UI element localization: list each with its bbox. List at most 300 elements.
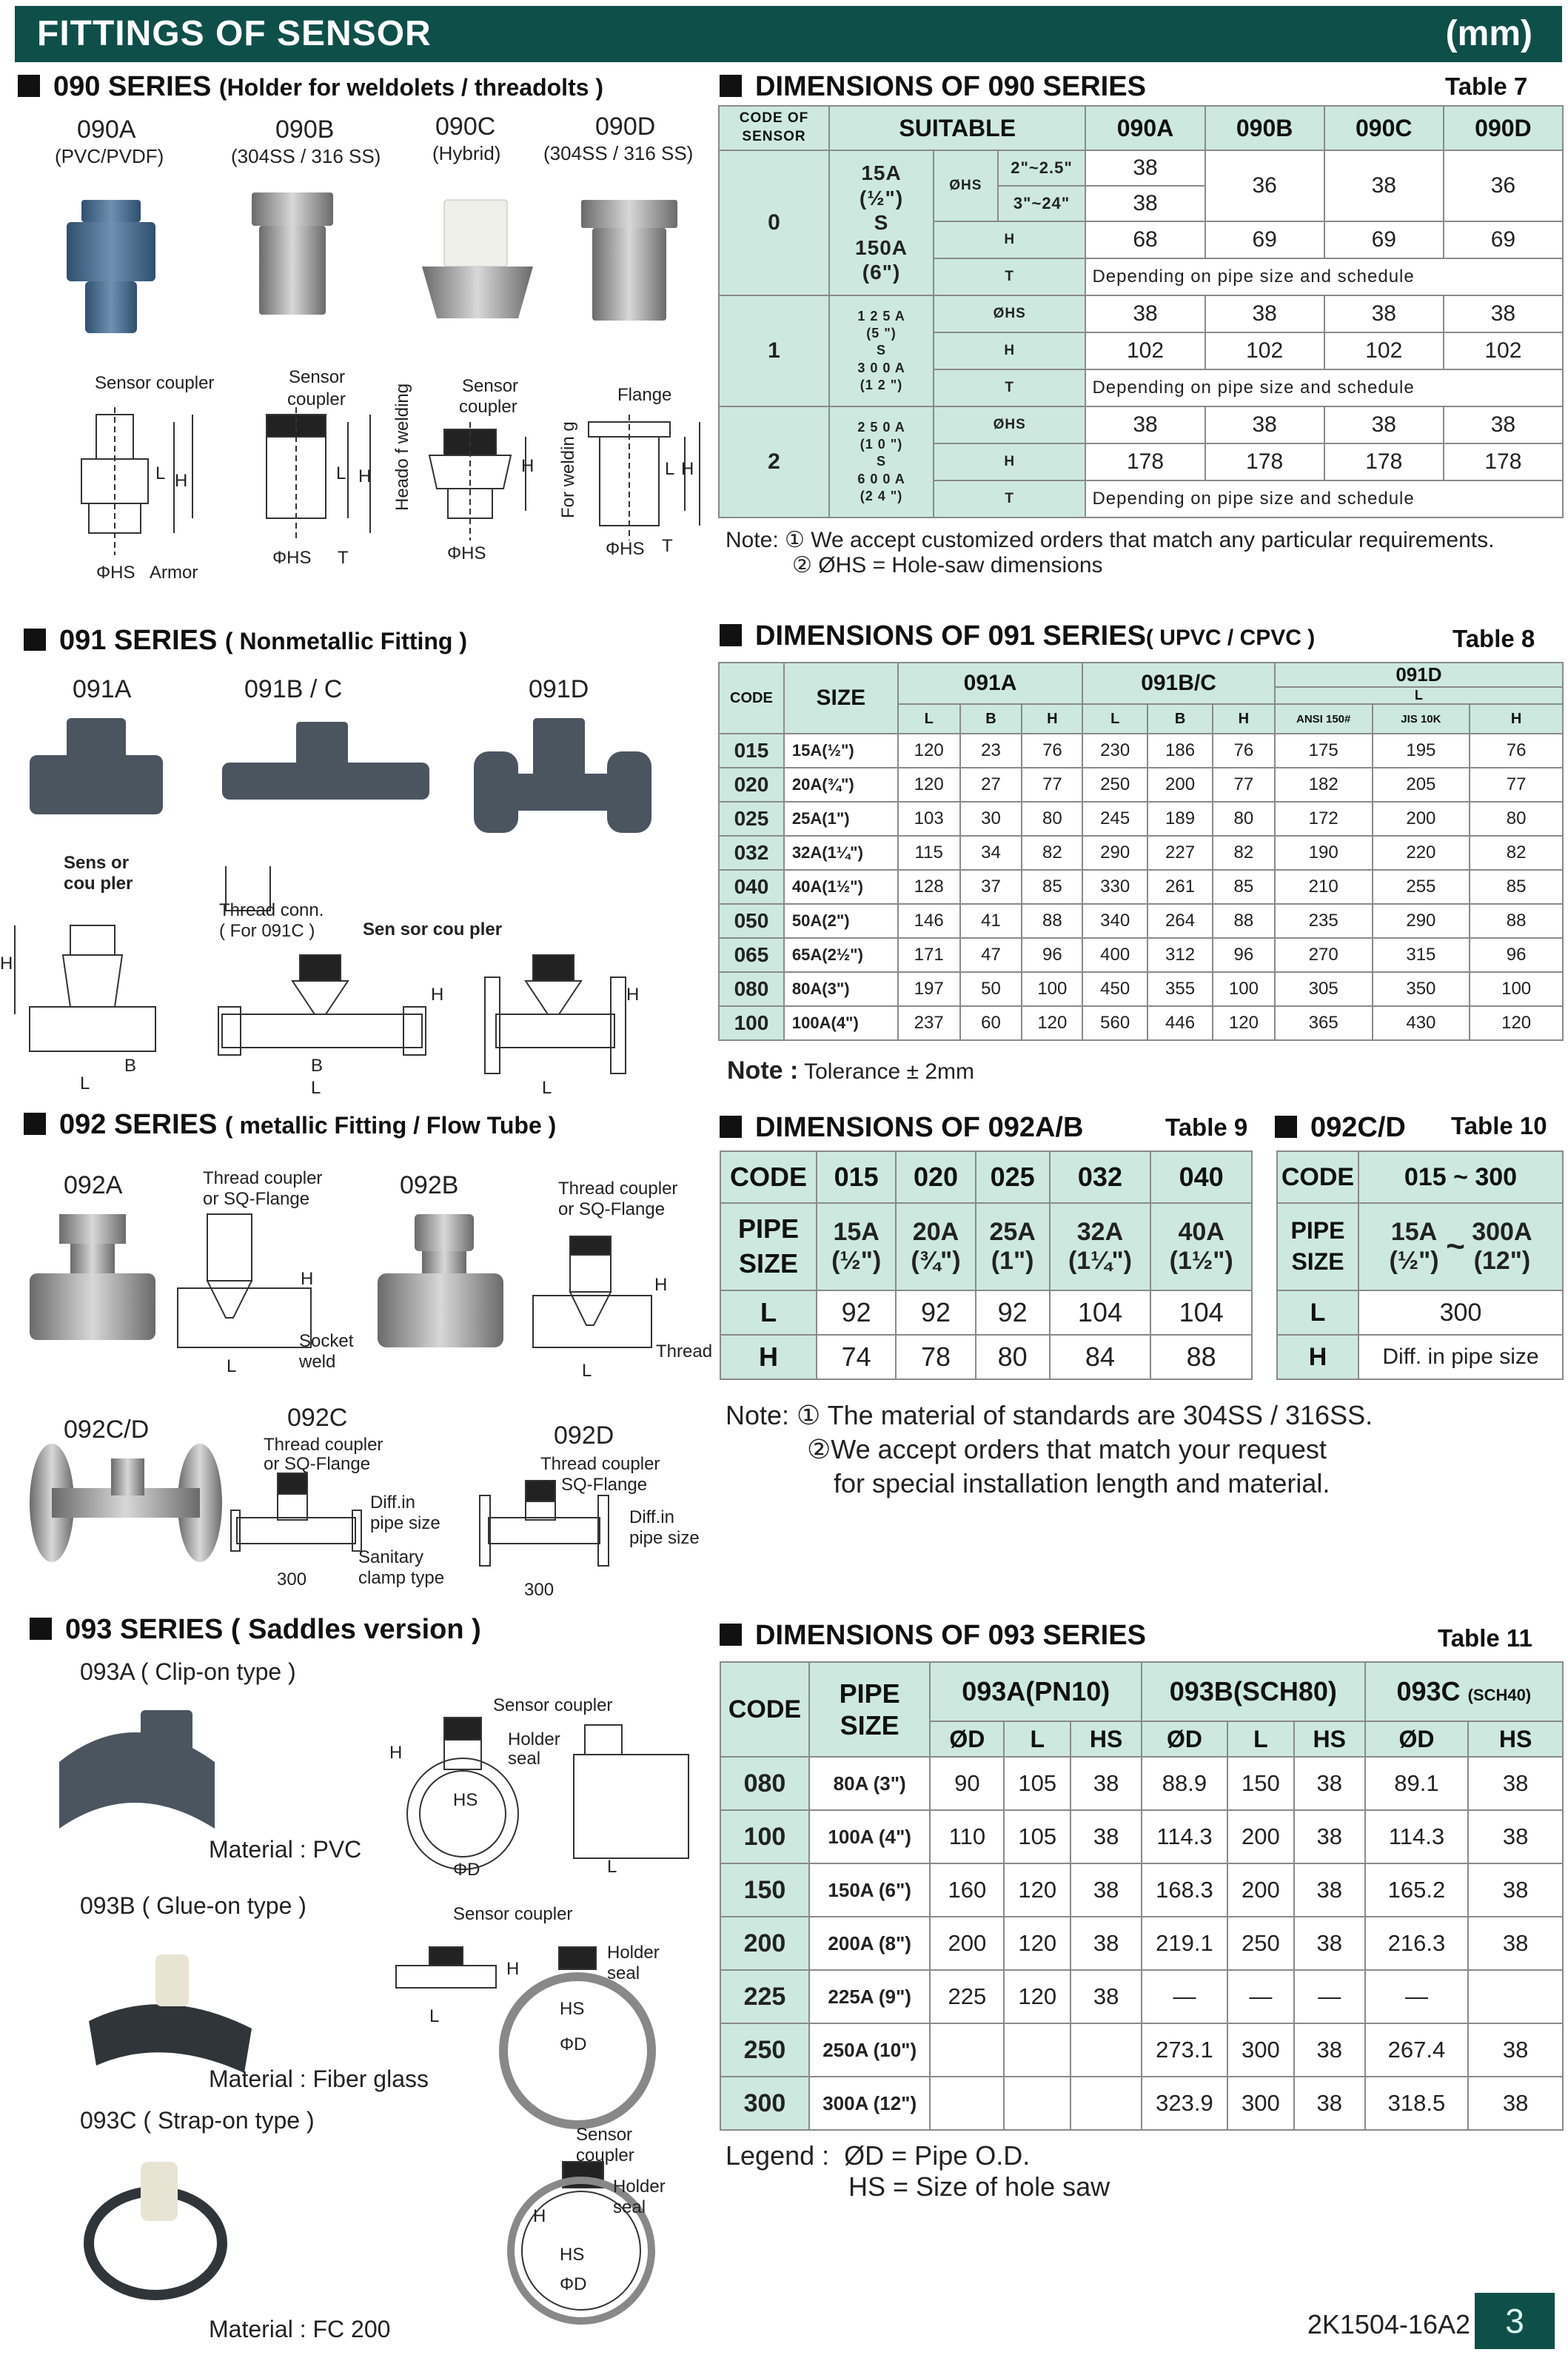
product-091d-code: 091D [529,675,589,703]
photo-092b [378,1214,503,1347]
t7-cell: 178 [1205,443,1324,480]
t8-value-cell: 80 [1213,802,1275,836]
t8-value-cell: 340 [1082,904,1147,938]
table9-number: Table 9 [1165,1113,1248,1141]
t8-value-cell: 100 [1213,972,1275,1006]
t8-value-cell: 205 [1373,768,1470,802]
t11-value-cell: 38 [1468,2077,1563,2130]
t11-value-cell: — [1294,1970,1365,2023]
t11-code-cell: 200 [720,1917,809,1970]
product-090d-code: 090D [595,113,656,141]
t11-value-cell: 38 [1468,2023,1563,2077]
t8-value-cell: 23 [960,734,1022,768]
label-coupler-090c: coupler [459,397,517,417]
t8-h-091bc: 091B/C [1082,663,1275,704]
table-093-dimensions [720,1661,1564,2131]
t8-value-cell: 264 [1147,904,1213,938]
table11-number: Table 11 [1438,1624,1532,1652]
t8-value-cell: 96 [1470,938,1563,972]
t8-value-cell: 37 [960,870,1022,904]
t7-suitable-2: 2 5 0 A (1 0 ") S 6 0 0 A (2 4 ") [829,406,934,517]
t7-suitable-1: 1 2 5 A (5 ") S 3 0 0 A (1 2 ") [829,295,934,406]
t7-suitable-0: 15A (½") S 150A (6") [829,150,934,295]
drawings-092 [22,1207,688,1607]
table7-note-2: ② ØHS = Hole-saw dimensions [792,553,1103,577]
t7-code-0: 0 [719,150,829,295]
t8-size-cell: 40A(1½") [784,870,898,904]
t11-h-hs: HS [1071,1721,1142,1757]
t11-value-cell [930,2023,1004,2077]
product-090a-material: (PVC/PVDF) [55,145,164,167]
t11-value-cell [1071,2077,1142,2130]
t7-h-090d: 090D [1444,106,1563,150]
t8-value-cell: 120 [898,768,960,802]
t8-value-cell: 200 [1373,802,1470,836]
bullet-square-icon [18,75,40,97]
t8-value-cell: 305 [1275,972,1373,1006]
t11-value-cell: 216.3 [1365,1917,1469,1970]
t7-cell: 68 [1085,221,1205,258]
table10-title: 092C/D [1275,1112,1406,1144]
label-for-091c: ( For 091C ) [219,921,315,941]
t8-value-cell: 255 [1373,870,1470,904]
t8-value-cell: 189 [1147,802,1213,836]
bullet-square-icon [720,1624,742,1646]
dim-l-092b: L [582,1361,592,1381]
t8-h-col: L [1082,704,1147,734]
t8-value-cell: 186 [1147,734,1213,768]
t8-value-cell: 350 [1373,972,1470,1006]
dim-phs-090c: ΦHS [447,543,486,563]
t7-cell: 38 [1205,295,1324,332]
t7-cell: 38 [1324,150,1444,221]
dim-phid-093c: ΦD [560,2274,587,2294]
label-pipe-size-092c: pipe size [370,1513,440,1533]
t11-value-cell: 38 [1071,1810,1142,1863]
table-row [719,938,1563,972]
label-sensor-coupler-091a-2: cou pler [64,874,133,894]
t10-h-l: L [1277,1290,1358,1335]
table-092cd-dimensions [1276,1150,1564,1380]
drawings-093 [44,1688,711,2339]
t8-value-cell: 115 [898,836,960,870]
t7-phs-1: ØHS [934,295,1085,332]
label-thread-conn: Thread conn. [219,900,324,920]
t7-cell: 38 [1085,406,1205,443]
t7-cell: 102 [1324,332,1444,369]
t11-size-cell: 150A (6") [809,1863,931,1917]
dim-h-093a: H [389,1743,403,1763]
note-092-1: Note: ① The material of standards are 304SS / 316SS. [726,1400,1373,1430]
note-092-3: for special installation length and material. [834,1468,1330,1498]
dim-l-091d: L [542,1078,552,1098]
t11-h-pipe-size: PIPE SIZE [809,1662,931,1757]
label-holder-093a: Holder [508,1729,560,1749]
table-row [720,1863,1563,1917]
label-sensor-093c: Sensor [576,2125,633,2145]
photo-093a [59,1710,215,1829]
t7-cell: 38 [1085,150,1205,186]
dim-phs-090a: ΦHS [96,563,135,583]
t7-t-label-1: T [934,369,1085,406]
t11-value-cell: 225 [930,1970,1004,2023]
label-diff-in-092c: Diff.in [370,1493,415,1513]
t7-cell: 69 [1324,221,1444,258]
product-092a-code: 092A [64,1171,123,1199]
dim-l-090a: L [155,463,166,483]
t11-h-093b: 093B(SCH80) [1142,1662,1365,1721]
t11-size-cell: 100A (4") [809,1810,931,1863]
t8-h-col: L [898,704,960,734]
t9-cell: 80 [976,1335,1050,1379]
t11-value-cell: 38 [1468,1917,1563,1970]
t8-value-cell: 330 [1082,870,1147,904]
t8-size-cell: 50A(2") [784,904,898,938]
bullet-square-icon [720,75,742,97]
t11-value-cell: 38 [1294,1757,1365,1810]
dim-h-091d: H [626,985,640,1005]
dim-phid-093a: ΦD [453,1860,480,1880]
dim-l-091a: L [80,1073,90,1093]
dim-h-093c: H [533,2206,546,2226]
table-row [720,2077,1563,2130]
dim-phid-093b: ΦD [560,2034,587,2054]
t7-cell: 36 [1444,150,1563,221]
table-091-dimensions [718,662,1564,1041]
t9-size: 25A (1") [976,1203,1050,1290]
t11-h-od: ØD [930,1721,1004,1757]
material-093c: Material : FC 200 [209,2316,391,2342]
drawing-092a [178,1214,314,1347]
t8-value-cell: 128 [898,870,960,904]
t8-value-cell: 100 [1022,972,1082,1006]
t8-value-cell: 245 [1082,802,1147,836]
t8-value-cell: 190 [1275,836,1373,870]
t8-code-cell: 080 [719,972,784,1006]
table11-title: DIMENSIONS OF 093 SERIES [720,1620,1146,1652]
product-093b-label: 093B ( Glue-on type ) [80,1892,306,1919]
label-sensor-coupler-091a-1: Sens or [64,853,130,873]
t7-t-label-2: T [934,480,1085,517]
label-socket: Socket [299,1331,354,1351]
product-090d-material: (304SS / 316 SS) [543,142,694,164]
material-093a: Material : PVC [209,1836,362,1863]
dim-h-090d: H [681,459,694,479]
t9-cell: 104 [1050,1290,1151,1335]
t11-value-cell: 38 [1468,1810,1563,1863]
label-sanitary: Sanitary [358,1547,424,1567]
dim-l-090b: L [336,463,346,483]
t8-value-cell: 235 [1275,904,1373,938]
dim-l-092a: L [227,1356,237,1376]
t11-value-cell: — [1142,1970,1227,2023]
t7-h-090a: 090A [1085,106,1205,150]
dim-l-091bc: L [311,1078,321,1098]
table7-number: Table 7 [1445,73,1528,100]
label-thread-coupler-092b: Thread coupler [558,1179,678,1199]
drawing-090b [267,407,370,540]
t11-value-cell: 267.4 [1365,2023,1469,2077]
t11-value-cell: 200 [1227,1863,1294,1917]
t11-size-cell: 80A (3") [809,1757,931,1810]
t7-h-090b: 090B [1205,106,1324,150]
table8-note: Note : Tolerance ± 2mm [727,1056,975,1085]
t11-value-cell: 114.3 [1365,1810,1469,1863]
t8-value-cell: 315 [1373,938,1470,972]
t8-size-cell: 25A(1") [784,802,898,836]
t8-value-cell: 80 [1022,802,1082,836]
drawings-091 [7,866,629,1088]
t9-code: 040 [1150,1151,1252,1203]
t11-value-cell: 200 [1227,1810,1294,1863]
t11-value-cell [930,2077,1004,2130]
t7-cell: 69 [1205,221,1324,258]
t7-phs-0: ØHS [934,150,998,221]
t7-cell: 38 [1205,406,1324,443]
t8-value-cell: 85 [1022,870,1082,904]
t11-value-cell: 90 [930,1757,1004,1810]
t8-code-cell: 100 [719,1006,784,1040]
product-090c-code: 090C [435,113,496,141]
t8-value-cell: 200 [1147,768,1213,802]
bullet-square-icon [30,1618,52,1640]
t8-value-cell: 60 [960,1006,1022,1040]
t9-size: 15A (½") [817,1203,896,1290]
t11-h-l: L [1004,1721,1071,1757]
table-row [719,870,1563,904]
t10-cell: 300 [1358,1290,1563,1335]
table-092ab-dimensions [720,1150,1253,1380]
t9-h-h: H [720,1335,817,1379]
table-row [720,1917,1563,1970]
t11-code-cell: 080 [720,1757,809,1810]
label-sensor-coupler-093b: Sensor coupler [453,1904,573,1924]
label-sensor-coupler-091: Sen sor cou pler [363,919,503,939]
bullet-square-icon [24,629,46,651]
label-sq-flange-092d: or SQ-Flange [540,1475,648,1495]
photo-090d [581,200,677,321]
legend-line-2: HS = Size of hole saw [848,2171,1110,2202]
t11-value-cell: 38 [1294,1917,1365,1970]
t11-code-cell: 250 [720,2023,809,2077]
label-thread-coupler-092c: Thread coupler [264,1435,383,1455]
t8-h-col: H [1213,704,1275,734]
t11-h-093a: 093A(PN10) [930,1662,1142,1721]
t7-phs-2: ØHS [934,406,1085,443]
photo-092cd [30,1444,222,1562]
t11-size-cell: 300A (12") [809,2077,931,2130]
product-090c-material: (Hybrid) [432,142,501,164]
label-sensor-coupler-090a: Sensor coupler [95,373,215,393]
t8-value-cell: 270 [1275,938,1373,972]
t10-cell: Diff. in pipe size [1358,1335,1563,1379]
label-head-welding: Heado f welding [392,383,412,511]
product-093c-label: 093C ( Strap-on type ) [80,2107,315,2134]
label-holder-093c: Holder [613,2177,666,2197]
t8-value-cell: 100 [1470,972,1563,1006]
unit-label: (mm) [1445,14,1532,53]
product-090b-code: 090B [275,115,335,144]
t7-cell: 36 [1205,150,1324,221]
t8-value-cell: 312 [1147,938,1213,972]
dim-phs-090d: ΦHS [606,539,645,559]
label-sensor-090b: Sensor [289,367,346,387]
t9-code: 015 [817,1151,896,1203]
t11-value-cell: 105 [1004,1757,1071,1810]
dim-h-091bc: H [431,985,444,1005]
t11-value-cell: 120 [1004,1863,1071,1917]
t8-size-cell: 20A(¾") [784,768,898,802]
t7-cell: 178 [1085,443,1205,480]
t11-value-cell: 38 [1071,1917,1142,1970]
t8-value-cell: 230 [1082,734,1147,768]
t8-value-cell: 220 [1373,836,1470,870]
t11-value-cell: 150 [1227,1757,1294,1810]
t8-value-cell: 120 [1213,1006,1275,1040]
t11-value-cell: 114.3 [1142,1810,1227,1863]
product-091a-code: 091A [73,675,132,703]
drawing-090c [429,422,526,540]
label-sq-flange-092a: or SQ-Flange [203,1189,310,1209]
dim-hs-093a: HS [453,1790,478,1810]
dim-h-092b: H [654,1275,668,1295]
table-row [719,1006,1563,1040]
t9-h-l: L [720,1290,817,1335]
t11-value-cell: 219.1 [1142,1917,1227,1970]
t7-cell: 38 [1085,186,1205,221]
photo-090c [422,200,533,318]
document-code: 2K1504-16A2 [1307,2309,1470,2339]
t7-h-code: CODE OF SENSOR [719,106,829,150]
drawing-091a [15,925,155,1051]
t8-h-code: CODE [719,663,784,734]
label-thread-coupler-092d: Thread coupler [540,1454,660,1474]
bullet-square-icon [720,1116,742,1138]
dim-300-092d: 300 [524,1580,555,1600]
t7-h-suitable: SUITABLE [829,106,1085,150]
t9-size: 20A (¾") [896,1203,975,1290]
t8-h-jis: JIS 10K [1373,704,1470,734]
t8-value-cell: 182 [1275,768,1373,802]
label-flange-090d: Flange [617,385,672,405]
t9-h-pipe-size: PIPE SIZE [720,1203,817,1290]
dim-l-093b: L [429,2006,440,2026]
photo-090b [252,192,333,315]
section-093-title: 093 SERIES ( Saddles version ) [30,1614,481,1646]
t7-cell: 102 [1444,332,1563,369]
t8-value-cell: 237 [898,1006,960,1040]
t9-code: 032 [1050,1151,1151,1203]
t9-cell: 92 [817,1290,896,1335]
t9-cell: 92 [896,1290,975,1335]
t7-cell: 38 [1324,295,1444,332]
t9-code: 025 [976,1151,1050,1203]
t8-value-cell: 82 [1470,836,1563,870]
photo-093c [89,2162,222,2295]
dim-phs-090b: ΦHS [272,548,312,568]
photo-090a [67,200,155,333]
t11-value-cell: 300 [1227,2077,1294,2130]
product-photos-090 [59,185,711,348]
t9-cell: 104 [1150,1290,1252,1335]
label-seal-093c: seal [613,2197,646,2217]
t8-value-cell: 85 [1470,870,1563,904]
t7-cell: 69 [1444,221,1563,258]
table7-note-1: Note: ① We accept customized orders that match any particular requirements. [726,528,1495,552]
t10-code: 015 ~ 300 [1358,1151,1563,1203]
table-row [720,2023,1563,2077]
drawing-091bc [218,955,426,1055]
page-banner [15,6,1562,62]
dim-l-093a: L [607,1857,617,1877]
dim-t-090b: T [338,548,349,568]
t8-value-cell: 85 [1213,870,1275,904]
t11-value-cell: 200 [930,1917,1004,1970]
material-093b: Material : Fiber glass [209,2066,429,2092]
table-row [720,1757,1563,1810]
label-holder-093b: Holder [607,1943,660,1963]
t9-cell: 84 [1050,1335,1151,1379]
t11-value-cell [1468,1970,1563,2023]
table-row [720,1810,1563,1863]
t7-cell: 38 [1444,295,1563,332]
product-092cd-code: 092C/D [64,1416,150,1444]
t8-value-cell: 88 [1022,904,1082,938]
t8-value-cell: 30 [960,802,1022,836]
t8-value-cell: 88 [1470,904,1563,938]
t11-value-cell [1004,2077,1071,2130]
table8-number: Table 8 [1453,625,1535,652]
t8-value-cell: 400 [1082,938,1147,972]
t8-h-091d: 091D L [1275,663,1563,704]
label-for-welding: For weldin g [558,421,578,518]
t8-code-cell: 065 [719,938,784,972]
t8-value-cell: 120 [898,734,960,768]
t8-value-cell: 450 [1082,972,1147,1006]
t8-h-col: H [1022,704,1082,734]
t8-value-cell: 96 [1022,938,1082,972]
t7-cell: 102 [1205,332,1324,369]
table9-title: DIMENSIONS OF 092A/B [720,1112,1083,1144]
t8-value-cell: 77 [1470,768,1563,802]
t11-h-od: ØD [1365,1721,1469,1757]
table-row [719,904,1563,938]
t8-value-cell: 250 [1082,768,1147,802]
t8-value-cell: 290 [1373,904,1470,938]
t7-cell: 178 [1444,443,1563,480]
t11-value-cell: 38 [1294,1863,1365,1917]
t11-value-cell: 120 [1004,1917,1071,1970]
t8-value-cell: 82 [1213,836,1275,870]
t11-code-cell: 100 [720,1810,809,1863]
t9-cell: 88 [1150,1335,1252,1379]
t11-value-cell: 318.5 [1365,2077,1469,2130]
section-090-title: 090 SERIES (Holder for weldolets / threadolts ) [18,71,603,103]
t8-size-cell: 32A(1¼") [784,836,898,870]
t8-value-cell: 41 [960,904,1022,938]
t7-pipe-range-1: 2"~2.5" [998,150,1086,186]
t9-size: 40A (1½") [1150,1203,1252,1290]
bullet-square-icon [720,624,742,646]
t9-code: 020 [896,1151,975,1203]
t8-value-cell: 227 [1147,836,1213,870]
t11-value-cell: 300 [1227,2023,1294,2077]
product-091bc-code: 091B / C [244,675,343,703]
page-number: 3 [1475,2293,1555,2349]
bullet-square-icon [1275,1116,1297,1138]
t8-h-ansi: ANSI 150# [1275,704,1373,734]
t11-value-cell: 165.2 [1365,1863,1469,1917]
